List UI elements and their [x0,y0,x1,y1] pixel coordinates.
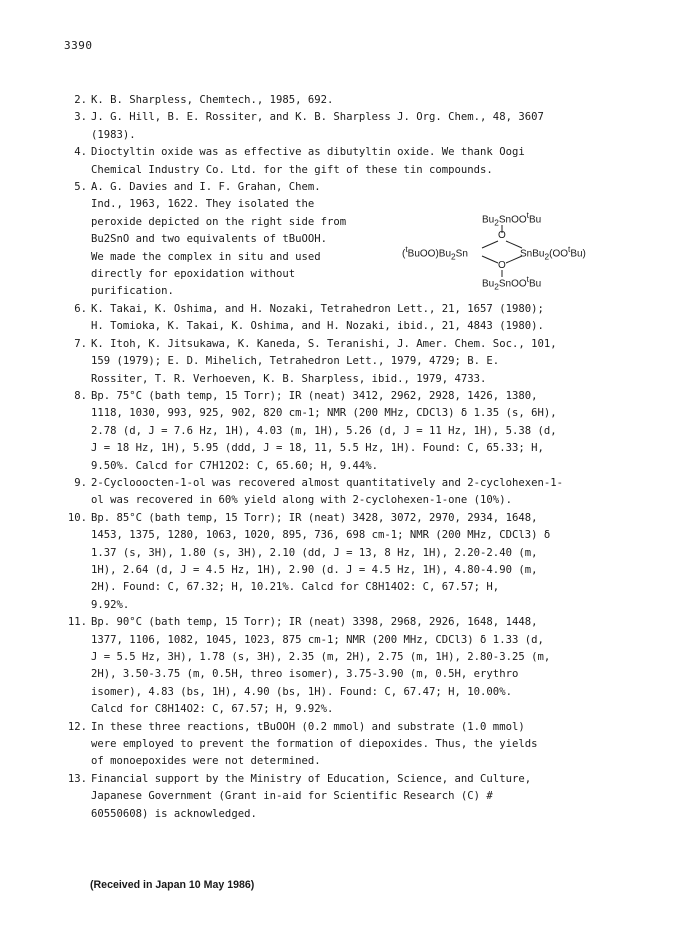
reference-line: Chemical Industry Co. Ltd. for the gift of these tin compounds. [91,163,493,176]
reference-line: 1377, 1106, 1082, 1045, 1023, 875 cm-1; NMR (200 MHz, CDCl3) δ 1.33 (d, [91,633,544,646]
reference-line: J = 18 Hz, 1H), 5.95 (ddd, J = 18, 11, 5.5 Hz, 1H). Found: C, 65.33; H, [91,442,544,455]
reference-item [64,510,624,614]
reference-line: 9.50%. Calcd for C7H12O2: C, 65.60; H, 9.44%. [91,459,379,472]
reference-line: 9.92%. [91,598,130,611]
reference-line: K. Takai, K. Oshima, and H. Nozaki, Tetrahedron Lett., 21, 1657 (1980); [91,302,544,315]
reference-number: 2. [74,94,87,106]
reference-number: 11. [67,616,87,629]
received-date: (Received in Japan 10 May 1986) [90,879,255,891]
reference-item [64,336,624,388]
reference-line: peroxide depicted on the right side from [91,215,347,228]
reference-number: 13. [67,772,87,785]
reference-line: 159 (1979); E. D. Mihelich, Tetrahedron Lett., 1979, 4729; B. E. [91,355,500,368]
reference-line: J. G. Hill, B. E. Rossiter, and K. B. Sharpless J. Org. Chem., 48, 3607 [91,111,544,124]
reference-item [64,771,624,823]
reference-item [64,475,624,510]
reference-line: 60550608) is acknowledged. [91,807,257,820]
reference-number: 12. [67,720,87,733]
reference-line: were employed to prevent the formation of diepoxides. Thus, the yields [91,738,538,751]
reference-item [64,719,624,771]
reference-line: (1983). [91,128,136,141]
reference-line: Calcd for C8H14O2: C, 67.57; H, 9.92%. [91,703,334,716]
reference-line: isomer), 4.83 (bs, 1H), 4.90 (bs, 1H). Found: C, 67.47; H, 10.00%. [91,685,512,698]
reference-number: 6. [74,302,87,315]
reference-number: 5. [74,181,87,194]
structure-top: $Bu_2SnOO^tBu$ [482,210,542,228]
reference-line: We made the complex in situ and used [91,250,321,263]
page-number: 3390 [64,39,93,52]
reference-number: 9. [74,476,87,489]
reference-line: 2-Cyclooocten-1-ol was recovered almost quantitatively and 2-cyclohexen-1- [91,476,563,489]
structure-o-bottom: O [498,260,506,271]
reference-line: 2.78 (d, J = 7.6 Hz, 1H), 4.03 (m, 1H), 5.26 (d, J = 11 Hz, 1H), 5.38 (d, [91,424,557,437]
reference-item [64,301,624,336]
reference-item [64,144,624,179]
reference-line: In these three reactions, tBuOOH (0.2 mmol) and substrate (1.0 mmol) [91,720,525,733]
reference-number: 3. [74,111,87,124]
reference-number: 4. [74,146,87,159]
reference-number: 8. [74,389,87,402]
structure-bottom: $Bu_2SnOO^tBu$ [482,274,542,292]
reference-line: Ind., 1963, 1622. They isolated the [91,198,315,211]
reference-number: 7. [74,337,87,350]
reference-line: 1H), 2.64 (d, J = 4.5 Hz, 1H), 2.90 (d. J = 4.5 Hz, 1H), 4.80-4.90 (m, [91,563,538,576]
reference-item [64,92,624,109]
reference-line: Bp. 90°C (bath temp, 15 Torr); IR (neat) 3398, 2968, 2926, 1648, 1448, [91,616,538,629]
tin-peroxide-structure [402,210,622,290]
reference-item [64,109,624,144]
reference-line: purification. [91,285,174,298]
reference-line: Rossiter, T. R. Verhoeven, K. B. Sharpless, ibid., 1979, 4733. [91,372,487,385]
structure-right: $SnBu_2(OO^tBu)$ [520,244,586,262]
reference-line: 1.37 (s, 3H), 1.80 (s, 3H), 2.10 (dd, J = 13, 8 Hz, 1H), 2.20-2.40 (m, [91,546,538,559]
reference-line: ol was recovered in 60% yield along with 2-cyclohexen-1-one (10%). [91,494,512,507]
reference-line: Bp. 75°C (bath temp, 15 Torr); IR (neat) 3412, 2962, 2928, 1426, 1380, [91,389,538,402]
reference-line: 2H), 3.50-3.75 (m, 0.5H, threo isomer), 3.75-3.90 (m, 0.5H, erythro [91,668,519,681]
reference-line: Dioctyltin oxide was as effective as dibutyltin oxide. We thank Oogi [91,146,525,159]
structure-left: $(^tBuOO)Bu_2Sn$ [402,244,468,262]
reference-line: J = 5.5 Hz, 3H), 1.78 (s, 3H), 2.35 (m, 2H), 2.75 (m, 1H), 2.80-3.25 (m, [91,651,551,663]
reference-line: 2H). Found: C, 67.32; H, 10.21%. Calcd for C8H14O2: C, 67.57; H, [91,581,500,594]
reference-item [64,388,624,475]
reference-line: K. Itoh, K. Jitsukawa, K. Kaneda, S. Teranishi, J. Amer. Chem. Soc., 101, [91,337,557,350]
reference-line: Bp. 85°C (bath temp, 15 Torr); IR (neat) 3428, 3072, 2970, 2934, 1648, [91,511,538,524]
reference-line: A. G. Davies and I. F. Grahan, Chem. [91,181,321,194]
reference-line: Financial support by the Ministry of Education, Science, and Culture, [91,772,532,785]
reference-line: Japanese Government (Grant in-aid for Scientific Research (C) # [91,790,493,803]
structure-o-top: O [498,230,506,241]
reference-list [64,92,624,823]
reference-line: K. B. Sharpless, Chemtech., 1985, 692. [91,94,334,106]
reference-line: H. Tomioka, K. Takai, K. Oshima, and H. Nozaki, ibid., 21, 4843 (1980). [91,320,544,333]
reference-line: Bu2SnO and two equivalents of tBuOOH. [91,233,327,246]
reference-item [64,614,624,718]
reference-number: 10. [67,511,87,524]
reference-line: directly for epoxidation without [91,268,296,281]
reference-line: of monoepoxides were not determined. [91,755,321,768]
reference-line: 1453, 1375, 1280, 1063, 1020, 895, 736, 698 cm-1; NMR (200 MHz, CDCl3) δ [91,529,551,542]
reference-line: 1118, 1030, 993, 925, 902, 820 cm-1; NMR (200 MHz, CDCl3) δ 1.35 (s, 6H), [91,407,557,420]
